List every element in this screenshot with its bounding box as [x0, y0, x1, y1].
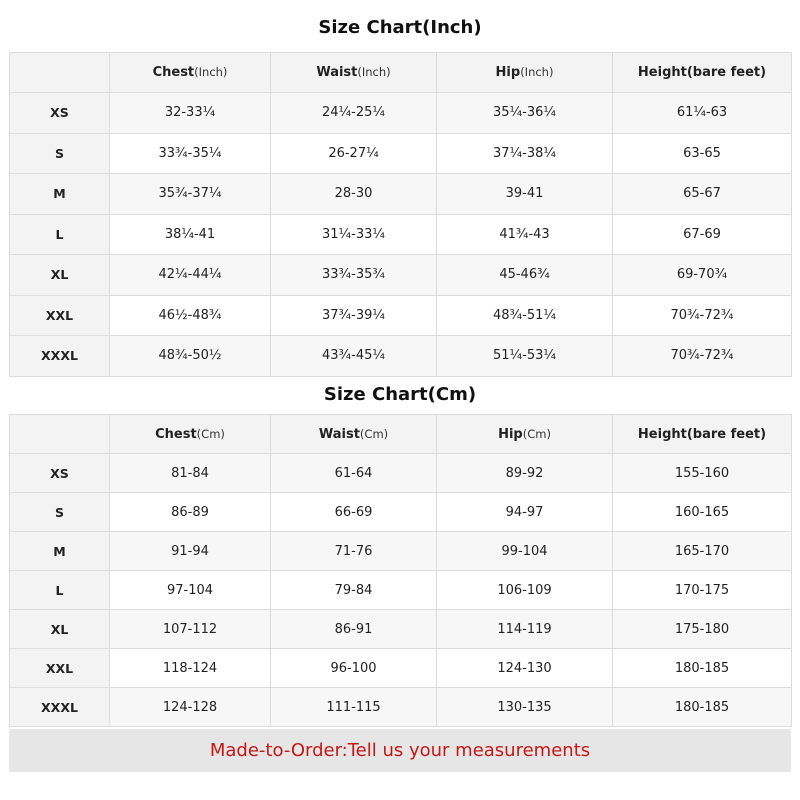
measurement-cell: 175-180 — [613, 610, 792, 649]
measurement-cell: 48¾-51¼ — [437, 295, 613, 336]
column-header-name: Waist — [316, 65, 358, 80]
size-label: S — [10, 493, 110, 532]
measurement-cell: 165-170 — [613, 532, 792, 571]
column-header-unit: (Cm) — [522, 426, 551, 441]
column-header — [110, 415, 271, 454]
header-row — [10, 415, 792, 454]
measurement-cell: 35¾-37¼ — [110, 174, 271, 215]
measurement-cell: 70¾-72¾ — [613, 295, 792, 336]
column-header-name: Hip — [498, 426, 523, 442]
measurement-cell: 107-112 — [110, 610, 271, 649]
size-label: XXXL — [10, 336, 110, 377]
measurement-cell: 96-100 — [271, 649, 437, 688]
column-header-unit: (Cm) — [196, 426, 225, 441]
measurement-cell: 69-70¾ — [613, 255, 792, 296]
corner-cell — [10, 415, 110, 454]
measurement-cell: 46½-48¾ — [110, 295, 271, 336]
column-header-name: Waist — [318, 426, 360, 442]
column-header — [110, 53, 271, 93]
measurement-cell: 26-27¼ — [271, 133, 437, 174]
column-header — [613, 53, 792, 93]
column-header-name: Height(bare feet) — [637, 65, 767, 80]
table-row — [10, 93, 792, 134]
table-row — [10, 174, 792, 215]
measurement-cell: 43¾-45¼ — [271, 336, 437, 377]
measurement-cell: 33¾-35¾ — [271, 255, 437, 296]
measurement-cell: 37¼-38¼ — [437, 133, 613, 174]
table-row — [10, 255, 792, 296]
measurement-cell: 180-185 — [613, 649, 792, 688]
measurement-cell: 61-64 — [271, 454, 437, 493]
measurement-cell: 61¼-63 — [613, 93, 792, 134]
measurement-cell: 66-69 — [271, 493, 437, 532]
size-label: XXXL — [10, 688, 110, 727]
size-label: XL — [10, 610, 110, 649]
measurement-cell: 91-94 — [110, 532, 271, 571]
size-label: M — [10, 532, 110, 571]
measurement-cell: 32-33¼ — [110, 93, 271, 134]
measurement-cell: 114-119 — [437, 610, 613, 649]
measurement-cell: 160-165 — [613, 493, 792, 532]
inch-chart-title: Size Chart(Inch) — [318, 17, 482, 38]
measurement-cell: 33¾-35¼ — [110, 133, 271, 174]
column-header-name: Height(bare feet) — [637, 426, 767, 442]
column-header-name: Chest — [152, 65, 195, 80]
measurement-cell: 65-67 — [613, 174, 792, 215]
size-label: XXL — [10, 295, 110, 336]
cm-chart-title: Size Chart(Cm) — [323, 384, 477, 405]
cm-size-table — [9, 414, 792, 727]
table-row — [10, 688, 792, 727]
column-header-unit: (Inch) — [194, 65, 228, 79]
measurement-cell: 28-30 — [271, 174, 437, 215]
table-row — [10, 649, 792, 688]
measurement-cell: 45-46¾ — [437, 255, 613, 296]
header-row — [10, 53, 792, 93]
measurement-cell: 79-84 — [271, 571, 437, 610]
measurement-cell: 94-97 — [437, 493, 613, 532]
table-row — [10, 214, 792, 255]
size-label: S — [10, 133, 110, 174]
measurement-cell: 124-130 — [437, 649, 613, 688]
measurement-cell: 51¼-53¼ — [437, 336, 613, 377]
column-header-name: Chest — [155, 426, 197, 442]
size-label: XS — [10, 93, 110, 134]
measurement-cell: 48¾-50½ — [110, 336, 271, 377]
measurement-cell: 86-89 — [110, 493, 271, 532]
corner-cell — [10, 53, 110, 93]
measurement-cell: 24¼-25¼ — [271, 93, 437, 134]
column-header — [437, 415, 613, 454]
column-header-unit: (Cm) — [359, 426, 389, 441]
size-label: XL — [10, 255, 110, 296]
measurement-cell: 71-76 — [271, 532, 437, 571]
measurement-cell: 86-91 — [271, 610, 437, 649]
measurement-cell: 170-175 — [613, 571, 792, 610]
measurement-cell: 97-104 — [110, 571, 271, 610]
measurement-cell: 81-84 — [110, 454, 271, 493]
measurement-cell: 35¼-36¼ — [437, 93, 613, 134]
inch-size-table — [9, 52, 792, 377]
column-header — [437, 53, 613, 93]
column-header-unit: (Inch) — [357, 65, 391, 79]
made-to-order-banner: Made-to-Order:Tell us your measurements — [9, 729, 791, 772]
column-header — [271, 415, 437, 454]
size-label: L — [10, 214, 110, 255]
size-label: M — [10, 174, 110, 215]
size-label: L — [10, 571, 110, 610]
table-row — [10, 454, 792, 493]
table-row — [10, 493, 792, 532]
measurement-cell: 89-92 — [437, 454, 613, 493]
table-row — [10, 610, 792, 649]
table-row — [10, 571, 792, 610]
measurement-cell: 67-69 — [613, 214, 792, 255]
table-row — [10, 133, 792, 174]
size-label: XXL — [10, 649, 110, 688]
table-row — [10, 532, 792, 571]
measurement-cell: 41¾-43 — [437, 214, 613, 255]
measurement-cell: 180-185 — [613, 688, 792, 727]
measurement-cell: 124-128 — [110, 688, 271, 727]
measurement-cell: 111-115 — [271, 688, 437, 727]
measurement-cell: 38¼-41 — [110, 214, 271, 255]
measurement-cell: 31¼-33¼ — [271, 214, 437, 255]
column-header — [271, 53, 437, 93]
measurement-cell: 39-41 — [437, 174, 613, 215]
measurement-cell: 106-109 — [437, 571, 613, 610]
measurement-cell: 99-104 — [437, 532, 613, 571]
measurement-cell: 63-65 — [613, 133, 792, 174]
table-row — [10, 295, 792, 336]
column-header-unit: (Inch) — [520, 65, 554, 79]
measurement-cell: 130-135 — [437, 688, 613, 727]
table-row — [10, 336, 792, 377]
measurement-cell: 118-124 — [110, 649, 271, 688]
column-header — [613, 415, 792, 454]
size-label: XS — [10, 454, 110, 493]
column-header-name: Hip — [495, 65, 521, 80]
measurement-cell: 155-160 — [613, 454, 792, 493]
measurement-cell: 70¾-72¾ — [613, 336, 792, 377]
measurement-cell: 37¾-39¼ — [271, 295, 437, 336]
measurement-cell: 42¼-44¼ — [110, 255, 271, 296]
